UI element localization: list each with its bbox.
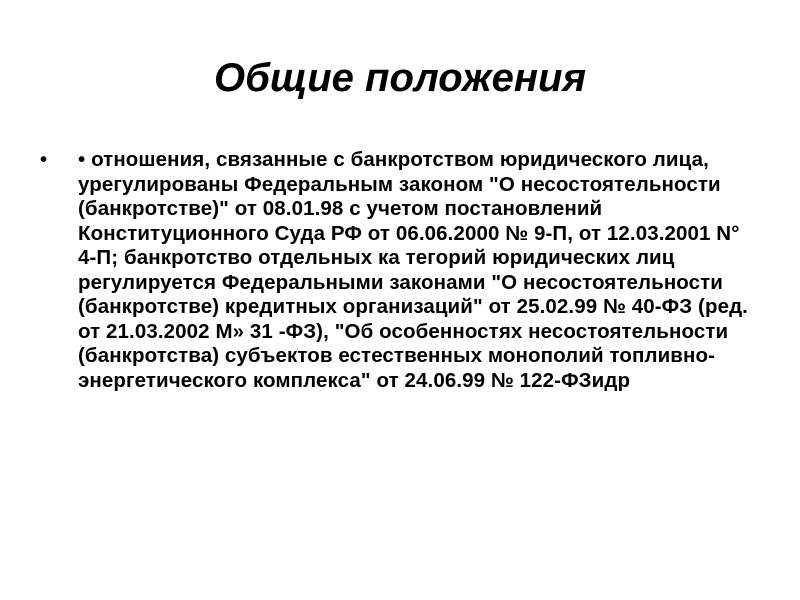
bullet-text: • отношения, связанные с банкротством юридического лица, урегулированы Федеральным законом "О несостоятельности (банкротстве)" от 08.01.98 с учетом постановлений Конституционного Суда РФ от 06.06.2000 № 9-П, от 12.03.2001 N° 4-П; банкротство отдельных ка тегорий юридических лиц регулируется Федеральными законами "О несостоятельности (банкротстве) кредитных организаций" от 25.02.99 № 40-ФЗ (ред. от 21.03.2002 М» 31 -ФЗ), "Об особенностях несостоятельности (банкротства) субъектов естественных монополий топливно-энергетического комплекса" от 24.06.99 № 122-ФЗидр xyxy=(78,148,748,392)
slide-title: Общие положения xyxy=(213,56,587,100)
bullet-marker: • xyxy=(40,149,48,171)
bullet-item xyxy=(40,148,760,393)
slide-body xyxy=(40,148,760,393)
